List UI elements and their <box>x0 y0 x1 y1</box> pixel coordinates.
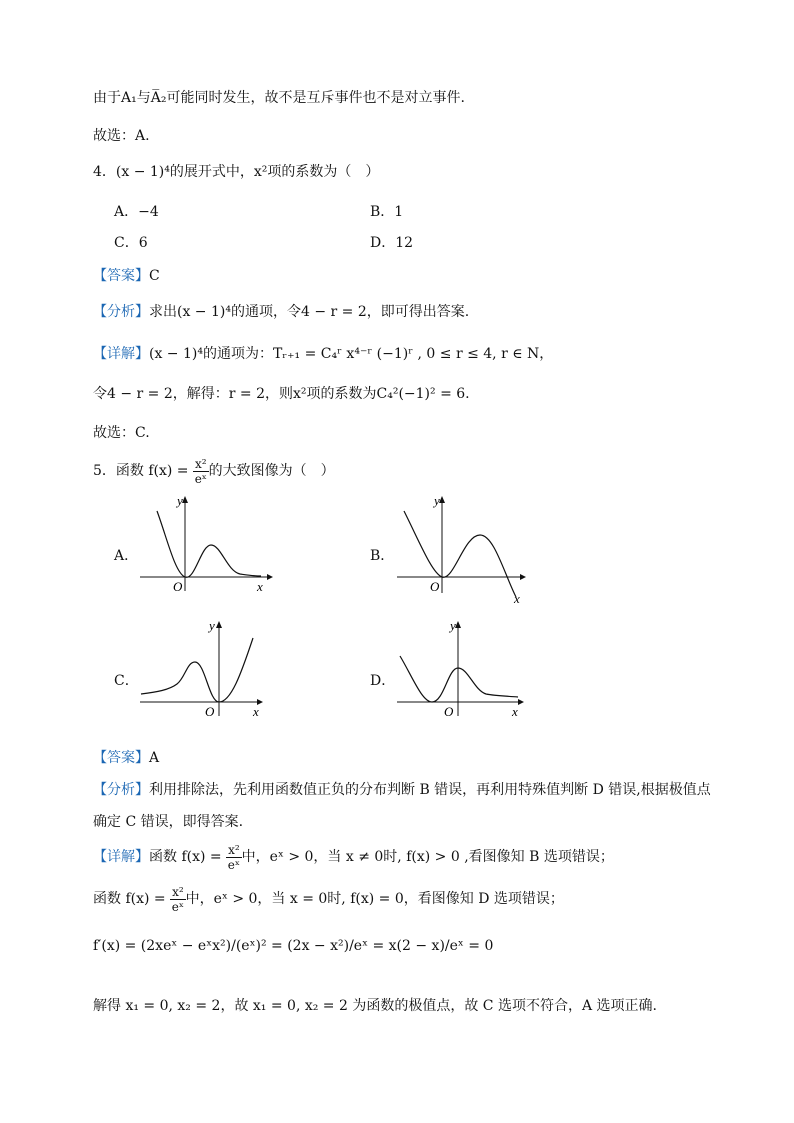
graph-d <box>392 618 532 718</box>
analysis-line <box>93 302 469 322</box>
detail-line <box>93 882 564 916</box>
analysis-line <box>93 780 711 800</box>
fraction-numerator: x² <box>172 884 184 899</box>
origin-label: O <box>444 704 454 718</box>
axis-x-label: x <box>512 704 518 718</box>
graph-a <box>135 493 275 593</box>
text-line: 由于A₁与A̅₂可能同时发生，故不是互斥事件也不是对立事件. <box>93 90 465 106</box>
fraction <box>170 885 186 914</box>
graph-c <box>135 618 275 718</box>
q5-prefix: 5．函数 f(x) = <box>93 463 193 479</box>
option-d: D．12 <box>370 235 414 251</box>
origin-label: O <box>205 704 215 718</box>
graph-label-c: C． <box>114 673 139 689</box>
axis-y-label: y <box>209 618 215 633</box>
answer-tag: 【答案】 <box>93 268 149 284</box>
detail-text: 函数 f(x) = <box>93 891 171 907</box>
graph-label-b: B． <box>370 548 395 564</box>
option-a: A．−4 <box>114 204 159 220</box>
answer-tag: 【答案】 <box>93 750 149 766</box>
fraction-numerator: x² <box>195 456 207 471</box>
graph-b <box>392 493 532 608</box>
fraction-denominator: eˣ <box>227 857 240 872</box>
axis-y-label: y <box>177 493 183 508</box>
axis-y-label: y <box>450 618 456 633</box>
derivative-line: f′(x) = (2xeˣ − eˣx²)/(eˣ)² = (2x − x²)/eˣ = x(2 − x)/eˣ = 0 <box>93 938 494 954</box>
origin-label: O <box>430 579 440 594</box>
text-line: 故选：A. <box>93 128 150 144</box>
answer-line <box>93 748 159 768</box>
axis-y-label: y <box>434 493 440 508</box>
graph-label-d: D． <box>370 673 396 689</box>
fraction <box>226 843 242 872</box>
q5-suffix: 的大致图像为（ ） <box>208 463 335 479</box>
axis-x-label: x <box>257 579 263 593</box>
origin-label: O <box>173 579 183 593</box>
analysis-tag: 【分析】 <box>93 304 149 320</box>
question-5 <box>93 456 335 486</box>
text-line: 解得 x₁ = 0, x₂ = 2，故 x₁ = 0, x₂ = 2 为函数的极值点，故 C 选项不符合，A 选项正确. <box>93 998 657 1014</box>
option-b: B．1 <box>370 204 404 220</box>
question-4: 4．(x − 1)⁴的展开式中，x²项的系数为（ ） <box>93 164 380 180</box>
detail-line <box>93 840 614 874</box>
analysis-tag: 【分析】 <box>93 782 149 798</box>
fraction <box>193 457 209 486</box>
fraction-numerator: x² <box>228 842 240 857</box>
detail-text: 中，eˣ > 0，当 x ≠ 0时, f(x) > 0 ,看图像知 B 选项错误； <box>241 849 614 865</box>
analysis-text: 求出(x − 1)⁴的通项，令4 − r = 2，即可得出答案. <box>149 304 470 320</box>
graph-label-a: A． <box>114 548 139 564</box>
fraction-denominator: eˣ <box>171 899 184 914</box>
detail-text: 中，eˣ > 0，当 x = 0时, f(x) = 0，看图像知 D 选项错误； <box>185 891 564 907</box>
answer-value: C <box>149 268 160 284</box>
detail-text: (x − 1)⁴的通项为：Tᵣ₊₁ = C₄ʳ x⁴⁻ʳ (−1)ʳ , 0 ≤ r ≤ 4, r ∈ N， <box>149 346 554 362</box>
detail-line <box>93 344 553 364</box>
detail-tag: 【详解】 <box>93 346 149 362</box>
axis-x-label: x <box>514 591 520 606</box>
answer-line <box>93 266 160 286</box>
text-line: 确定 C 错误，即得答案. <box>93 814 244 830</box>
text-line: 令4 − r = 2，解得：r = 2，则x²项的系数为C₄²(−1)² = 6. <box>93 386 470 402</box>
answer-value: A <box>149 750 160 766</box>
text-line: 故选：C. <box>93 425 150 441</box>
option-c: C．6 <box>114 235 148 251</box>
axis-x-label: x <box>253 704 259 718</box>
fraction-denominator: eˣ <box>194 471 207 486</box>
detail-tag: 【详解】 <box>93 849 149 865</box>
detail-text: 函数 f(x) = <box>149 849 227 865</box>
analysis-text: 利用排除法，先利用函数值正负的分布判断 B 错误，再利用特殊值判断 D 错误,根据极值点 <box>149 782 711 798</box>
